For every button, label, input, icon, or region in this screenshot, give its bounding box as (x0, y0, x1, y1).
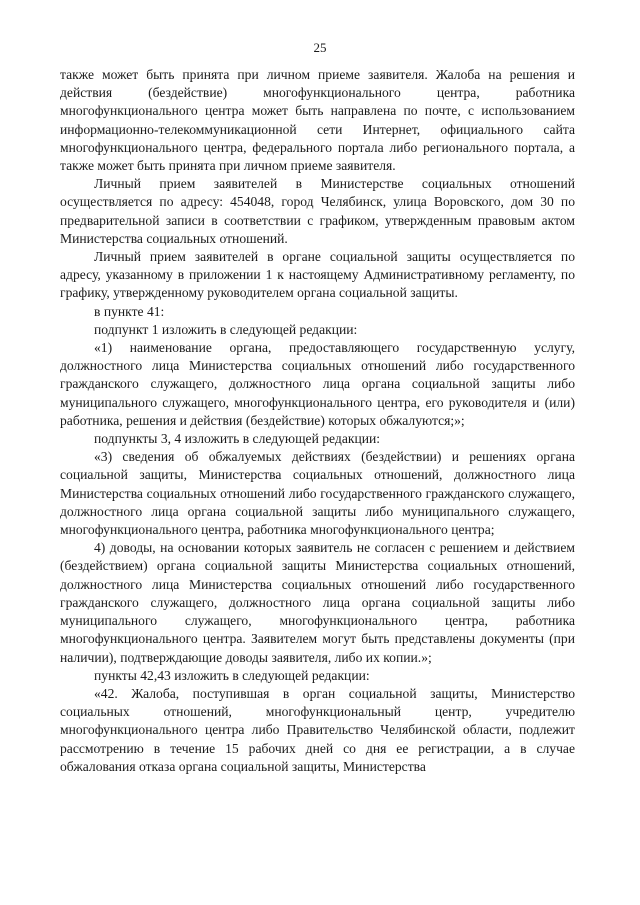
paragraph: подпункты 3, 4 изложить в следующей редакции: (94, 431, 381, 447)
paragraph: «42. Жалоба, поступившая в орган социальной защиты, Министерство социальных отношений, многофункциональный центр, учредителю многофункционального центра либо Правительство Челябинской области, подлежит рассмотрению в течение 15 рабочих дней со дня ее регистрации, а в случае обжалования отказа органа социальной защиты, Министерства (60, 685, 575, 774)
page-number: 25 (313, 40, 327, 55)
paragraph: «1) наименование органа, предоставляющего государственную услугу, должностного лица Министерства социальных отношений либо государственного гражданского служащего, должностного лица органа социальной защиты либо муниципального служащего, многофункционального центра, его руководителя и (или) работника, решения и действия (бездействие) которых обжалуются;»; (60, 340, 575, 428)
paragraph: пункты 42,43 изложить в следующей редакции: (94, 667, 370, 683)
paragraph: в пункте 41: (94, 303, 165, 319)
paragraph: также может быть принята при личном приеме заявителя. Жалоба на решения и действия (бездействие) многофункционального центра, работника многофункционального центра может быть направлена по почте, с использованием информационно-телекоммуникационной сети Интернет, официального сайта многофункционального центра, федерального портала либо регионального портала, а также может быть принята при личном приеме заявителя. (60, 67, 575, 174)
paragraph: Личный прием заявителей в Министерстве социальных отношений осуществляется по адресу: 454048, город Челябинск, улица Воровского, дом 30 по предварительной записи в соответствии с графиком, утвержденным правовым актом Министерства социальных отношений. (60, 176, 575, 246)
paragraph: 4) доводы, на основании которых заявитель не согласен с решением и действием (бездействием) органа социальной защиты Министерства социальных отношений, должностного лица Министерства социальных отношений либо государственного гражданского служащего, должностного лица органа социальной защиты либо муниципального служащего, многофункционального центра, работника многофункционального центра. Заявителем могут быть представлены документы (при наличии), подтверждающие доводы заявителя, либо их копии.»; (60, 540, 575, 665)
paragraph: Личный прием заявителей в органе социальной защиты осуществляется по адресу, указанному в приложении 1 к настоящему Административному регламенту, по графику, утвержденному руководителем органа социальной защиты. (60, 249, 575, 301)
document-body (60, 66, 575, 776)
paragraph: подпункт 1 изложить в следующей редакции: (94, 321, 358, 337)
paragraph: «3) сведения об обжалуемых действиях (бездействии) и решениях органа социальной защиты, Министерства социальных отношений, должностного лица Министерства социальных отношений либо государственного гражданского служащего, должностного лица органа социальной защиты либо муниципального служащего, многофункционального центра, работника многофункционального центра; (60, 449, 575, 538)
